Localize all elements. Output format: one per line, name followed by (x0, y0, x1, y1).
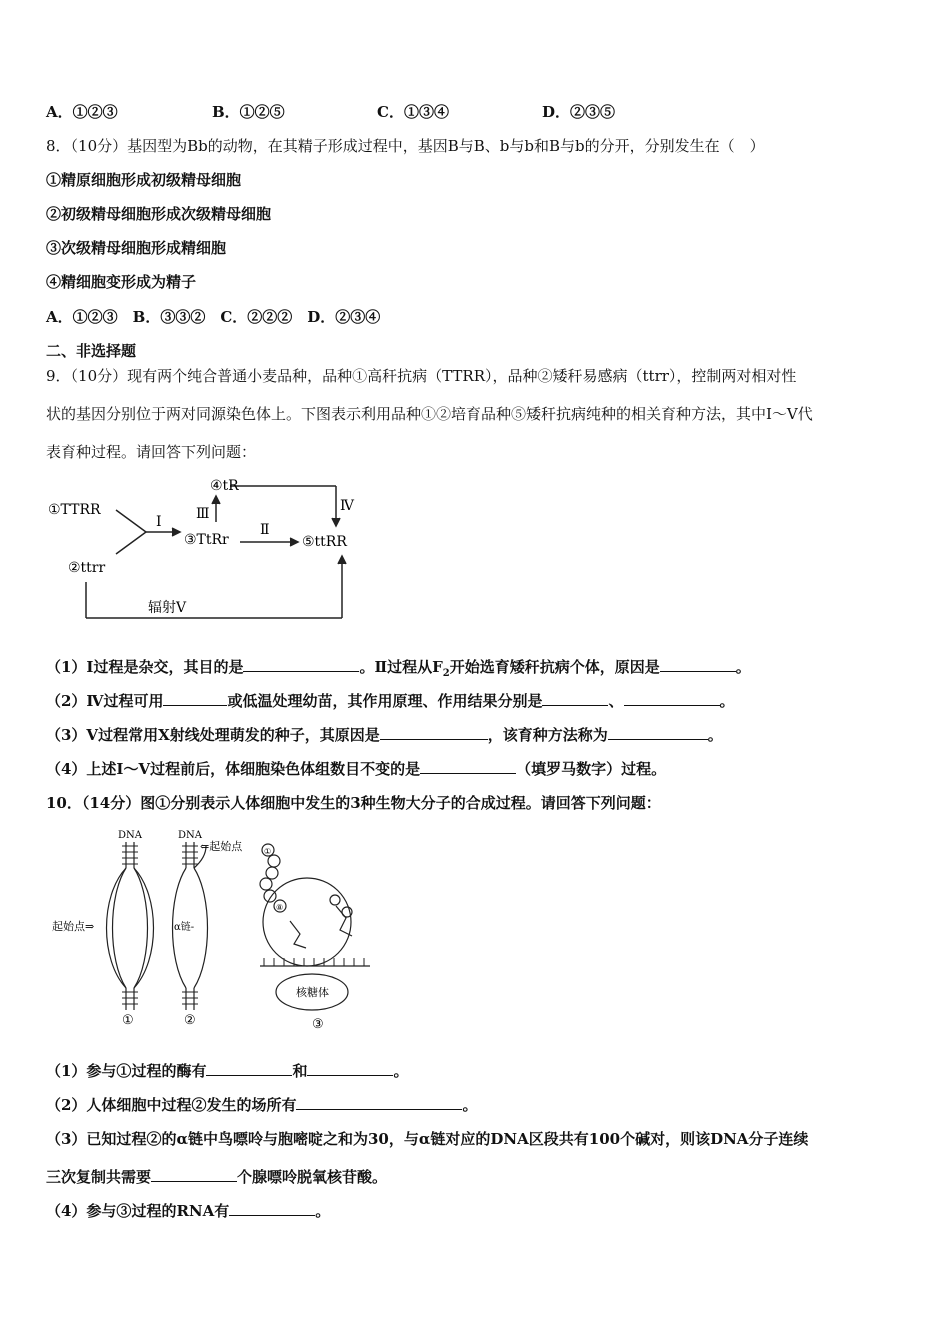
node-ttrr-target: ⑤ttRR (302, 534, 347, 550)
q8-stem: 8．（10分）基因型为Bb的动物，在其精子形成过程中，基因B与B、b与b和B与b的分开，分别发生在（ ） (46, 137, 765, 155)
q10-sub4: （4）参与③过程的RNA有 。 (46, 1202, 331, 1220)
process-label-4: Ⅳ (340, 498, 354, 514)
q8-item: ④精细胞变形成为精子 (46, 273, 197, 291)
q7-option-d[interactable]: D．②③⑤ (542, 103, 616, 121)
q9-sub2: （2）Ⅳ过程可用 或低温处理幼苗，其作用原理、作用结果分别是 、 。 (46, 692, 735, 710)
process-label-5: 辐射Ⅴ (148, 600, 187, 616)
figure-number: ③ (312, 1017, 324, 1031)
q7-option-c[interactable]: C．①③④ (377, 103, 449, 121)
section-heading: 二、非选择题 (46, 342, 137, 360)
q9-stem-line1: 9．（10分）现有两个纯合普通小麦品种，品种①高秆抗病（TTRR），品种②矮秆易感病（ttrr），控制两对相对性 (46, 367, 797, 385)
answer-blank[interactable] (420, 759, 516, 774)
q10-sub2: （2）人体细胞中过程②发生的场所有 。 (46, 1096, 478, 1114)
node-ttrr-high: ①TTRR (48, 502, 101, 518)
dna-label: DNA (178, 830, 202, 841)
dna-label: DNA (118, 830, 142, 841)
answer-blank[interactable] (296, 1095, 462, 1110)
q9-sub4: （4）上述Ⅰ～Ⅴ过程前后，体细胞染色体组数目不变的是 （填罗马数字）过程。 (46, 760, 667, 778)
answer-blank[interactable] (380, 725, 488, 740)
answer-blank[interactable] (206, 1061, 292, 1076)
ribosome-label: 核糖体 (296, 986, 329, 999)
origin-label: ⇐起始点 (200, 840, 243, 853)
node-ttrr-hybrid: ③TtRr (184, 532, 229, 548)
answer-blank[interactable] (542, 691, 608, 706)
breeding-diagram (46, 470, 376, 630)
q7-options (46, 102, 615, 122)
q8-options[interactable]: A．①②③ B．③③② C．②②② D．②③④ (46, 308, 381, 326)
answer-blank[interactable] (608, 725, 708, 740)
answer-blank[interactable] (624, 691, 720, 706)
q9-stem-line3: 表育种过程。请回答下列问题： (46, 443, 257, 461)
amino-acid-label: ① (264, 847, 272, 856)
alpha-chain-label: α链- (174, 922, 195, 933)
q8-item: ②初级精母细胞形成次级精母细胞 (46, 205, 272, 223)
q8-item: ①精原细胞形成初级精母细胞 (46, 171, 242, 189)
figure-number: ② (184, 1013, 196, 1028)
q9-sub3: （3）Ⅴ过程常用X射线处理萌发的种子，其原因是 ，该育种方法称为 。 (46, 726, 723, 744)
q7-option-a[interactable]: A．①②③ (46, 103, 118, 121)
q9-stem-line2: 状的基因分别位于两对同源染色体上。下图表示利用品种①②培育品种⑤矮秆抗病纯种的相关育种方法，其中Ⅰ～Ⅴ代 (46, 405, 813, 423)
answer-blank[interactable] (151, 1167, 237, 1182)
q7-option-b[interactable]: B．①②⑤ (212, 103, 285, 121)
q10-sub1: （1）参与①过程的酶有 和 。 (46, 1062, 409, 1080)
q10-sub3-line1: （3）已知过程②的α链中鸟嘌呤与胞嘧啶之和为30，与α链对应的DNA区段共有100个碱对，则该DNA分子连续 (46, 1130, 809, 1148)
q10-sub3-line2: 三次复制共需要 个腺嘌呤脱氧核苷酸。 (46, 1168, 388, 1186)
answer-blank[interactable] (229, 1201, 315, 1216)
process-label-3: Ⅲ (196, 506, 210, 522)
answer-blank[interactable] (163, 691, 227, 706)
macromolecule-synthesis-diagram (50, 826, 380, 1031)
q10-stem: 10．（14分）图①分别表示人体细胞中发生的3种生物大分子的合成过程。请回答下列问题： (46, 794, 661, 812)
node-ttrr-low: ②ttrr (68, 560, 106, 576)
answer-blank[interactable] (307, 1061, 393, 1076)
q9-sub1: （1）Ⅰ过程是杂交，其目的是 。Ⅱ过程从$F_2$开始选育矮秆抗病个体，原因是 。 (46, 658, 751, 679)
q8-item: ③次级精母细胞形成精细胞 (46, 239, 227, 257)
origin-label: 起始点⇒ (52, 920, 95, 933)
process-label-1: Ⅰ (156, 514, 162, 530)
answer-blank[interactable] (243, 657, 359, 672)
answer-blank[interactable] (660, 657, 736, 672)
process-label-2: Ⅱ (260, 522, 270, 538)
amino-acid-label: ⑧ (276, 903, 284, 912)
node-tr: ④tR (210, 478, 239, 494)
figure-number: ① (122, 1013, 134, 1028)
